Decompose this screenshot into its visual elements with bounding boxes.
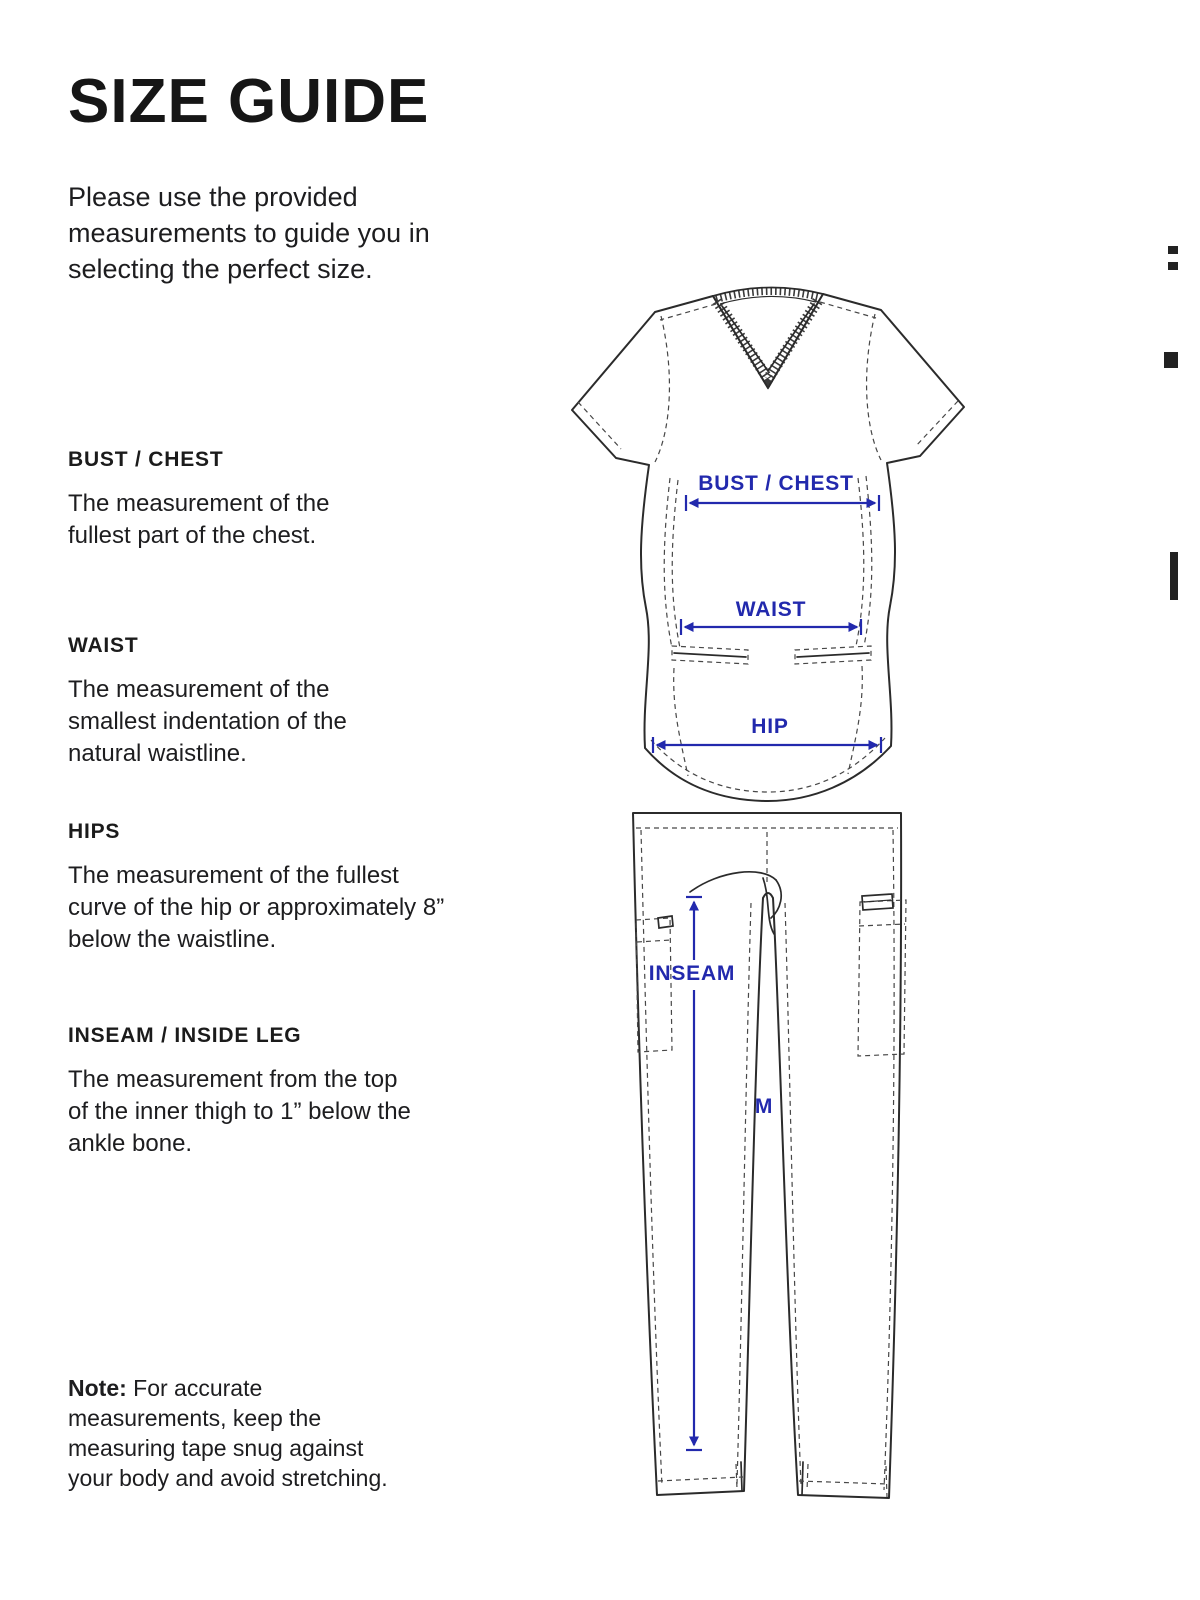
definition-description-waist: The measurement of the smallest indentation of the natural waistline. [68,676,347,767]
definition-inseam [68,1024,418,1160]
edge-artifact [1170,552,1178,600]
definition-term-waist: WAIST [68,634,139,657]
edge-artifact [1164,352,1178,368]
waist-measure-label: WAIST [735,598,807,621]
scrubs-measurement-diagram [520,268,1000,1558]
inseam-measure-label: INSEAM [648,962,736,985]
page-title: SIZE GUIDE [68,67,430,136]
definition-term-hips: HIPS [68,820,121,843]
definition-term-bust: BUST / CHEST [68,448,224,471]
definition-description-hips: The measurement of the fullest curve of the hip or approximately 8” below the waistline. [68,862,445,953]
edge-artifact [1168,246,1178,254]
hip-measure-label: HIP [751,715,789,738]
definition-term-inseam: INSEAM / INSIDE LEG [68,1024,302,1047]
definition-description-bust: The measurement of the fullest part of the chest. [68,490,330,549]
edge-artifact [1168,262,1178,270]
size-label: M [754,1095,774,1118]
scrub-pants-drawing [633,813,906,1498]
note-label: Note: [68,1375,127,1401]
definition-waist [68,634,393,770]
definition-description-inseam: The measurement from the top of the inner thigh to 1” below the ankle bone. [68,1066,411,1157]
bust-measure-label: BUST / CHEST [698,472,854,495]
note-text: For accurate measurements, keep the measuring tape snug against your body and avoid stretching. [68,1375,388,1491]
definition-bust [68,448,378,552]
measurement-note [68,1374,408,1494]
intro-text: Please use the provided measurements to guide you in selecting the perfect size. [68,182,430,284]
definition-hips [68,820,458,956]
